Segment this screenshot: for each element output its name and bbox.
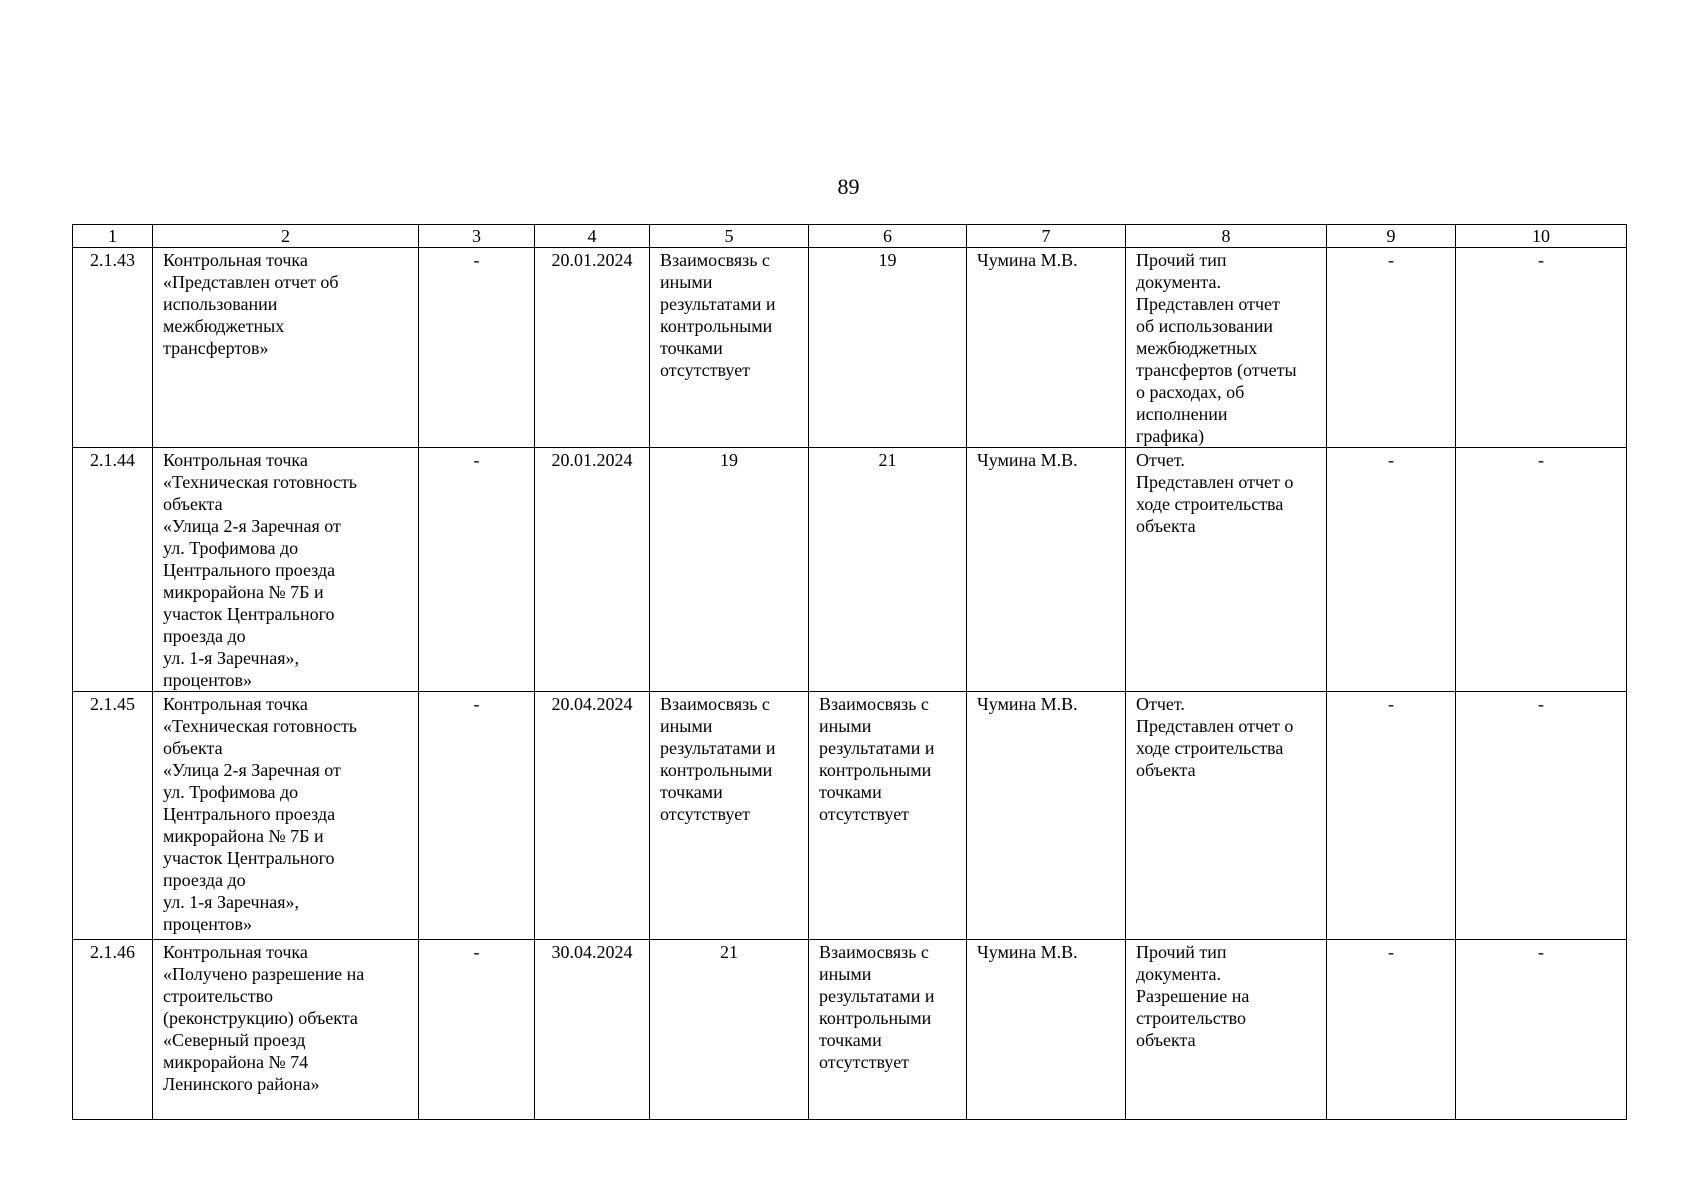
control-point-name: Контрольная точка «Представлен отчет об использовании межбюджетных трансфертов»	[153, 248, 419, 448]
control-point-name: Контрольная точка «Техническая готовность объекта «Улица 2-я Заречная от ул. Трофимова до Центрального проезда микрорайона № 7Б и участок Центрального проезда до ул. 1-я Заречная», процентов»	[153, 448, 419, 692]
cell-col9: -	[1327, 692, 1456, 940]
page-number: 89	[837, 174, 860, 199]
column-number-row	[73, 225, 1627, 248]
row-number: 2.1.43	[73, 248, 153, 448]
confirming-document: Отчет. Представлен отчет о ходе строительства объекта	[1126, 692, 1327, 940]
due-date: 20.04.2024	[535, 692, 650, 940]
predecessors: 21	[650, 940, 809, 1120]
column-header: 3	[419, 225, 535, 248]
cell-col10: -	[1456, 448, 1627, 692]
table-row	[73, 692, 1627, 940]
responsible-person: Чумина М.В.	[967, 692, 1126, 940]
column-header: 2	[153, 225, 419, 248]
cell-col3: -	[419, 692, 535, 940]
cell-col3: -	[419, 448, 535, 692]
table-row	[73, 248, 1627, 448]
successors: 19	[809, 248, 967, 448]
cell-col9: -	[1327, 448, 1456, 692]
confirming-document: Отчет. Представлен отчет о ходе строительства объекта	[1126, 448, 1327, 692]
control-points-table	[72, 224, 1627, 1120]
column-header: 1	[73, 225, 153, 248]
responsible-person: Чумина М.В.	[967, 448, 1126, 692]
column-header: 10	[1456, 225, 1627, 248]
column-header: 7	[967, 225, 1126, 248]
successors: Взаимосвязь с иными результатами и контрольными точками отсутствует	[809, 692, 967, 940]
predecessors: Взаимосвязь с иными результатами и контрольными точками отсутствует	[650, 248, 809, 448]
column-header: 8	[1126, 225, 1327, 248]
confirming-document: Прочий тип документа. Разрешение на строительство объекта	[1126, 940, 1327, 1120]
due-date: 20.01.2024	[535, 248, 650, 448]
table-row	[73, 448, 1627, 692]
control-point-name: Контрольная точка «Получено разрешение на строительство (реконструкцию) объекта «Северный проезд микрорайона № 74 Ленинского района»	[153, 940, 419, 1120]
row-number: 2.1.44	[73, 448, 153, 692]
cell-col9: -	[1327, 248, 1456, 448]
row-number: 2.1.46	[73, 940, 153, 1120]
successors: Взаимосвязь с иными результатами и контрольными точками отсутствует	[809, 940, 967, 1120]
due-date: 30.04.2024	[535, 940, 650, 1120]
due-date: 20.01.2024	[535, 448, 650, 692]
column-header: 5	[650, 225, 809, 248]
cell-col9: -	[1327, 940, 1456, 1120]
responsible-person: Чумина М.В.	[967, 248, 1126, 448]
cell-col10: -	[1456, 692, 1627, 940]
column-header: 4	[535, 225, 650, 248]
cell-col10: -	[1456, 248, 1627, 448]
confirming-document: Прочий тип документа. Представлен отчет об использовании межбюджетных трансфертов (отчеты о расходах, об исполнении графика)	[1126, 248, 1327, 448]
predecessors: Взаимосвязь с иными результатами и контрольными точками отсутствует	[650, 692, 809, 940]
cell-col10: -	[1456, 940, 1627, 1120]
control-point-name: Контрольная точка «Техническая готовность объекта «Улица 2-я Заречная от ул. Трофимова до Центрального проезда микрорайона № 7Б и участок Центрального проезда до ул. 1-я Заречная», процентов»	[153, 692, 419, 940]
successors: 21	[809, 448, 967, 692]
column-header: 9	[1327, 225, 1456, 248]
column-header: 6	[809, 225, 967, 248]
cell-col3: -	[419, 248, 535, 448]
predecessors: 19	[650, 448, 809, 692]
responsible-person: Чумина М.В.	[967, 940, 1126, 1120]
row-number: 2.1.45	[73, 692, 153, 940]
cell-col3: -	[419, 940, 535, 1120]
table-row	[73, 940, 1627, 1120]
